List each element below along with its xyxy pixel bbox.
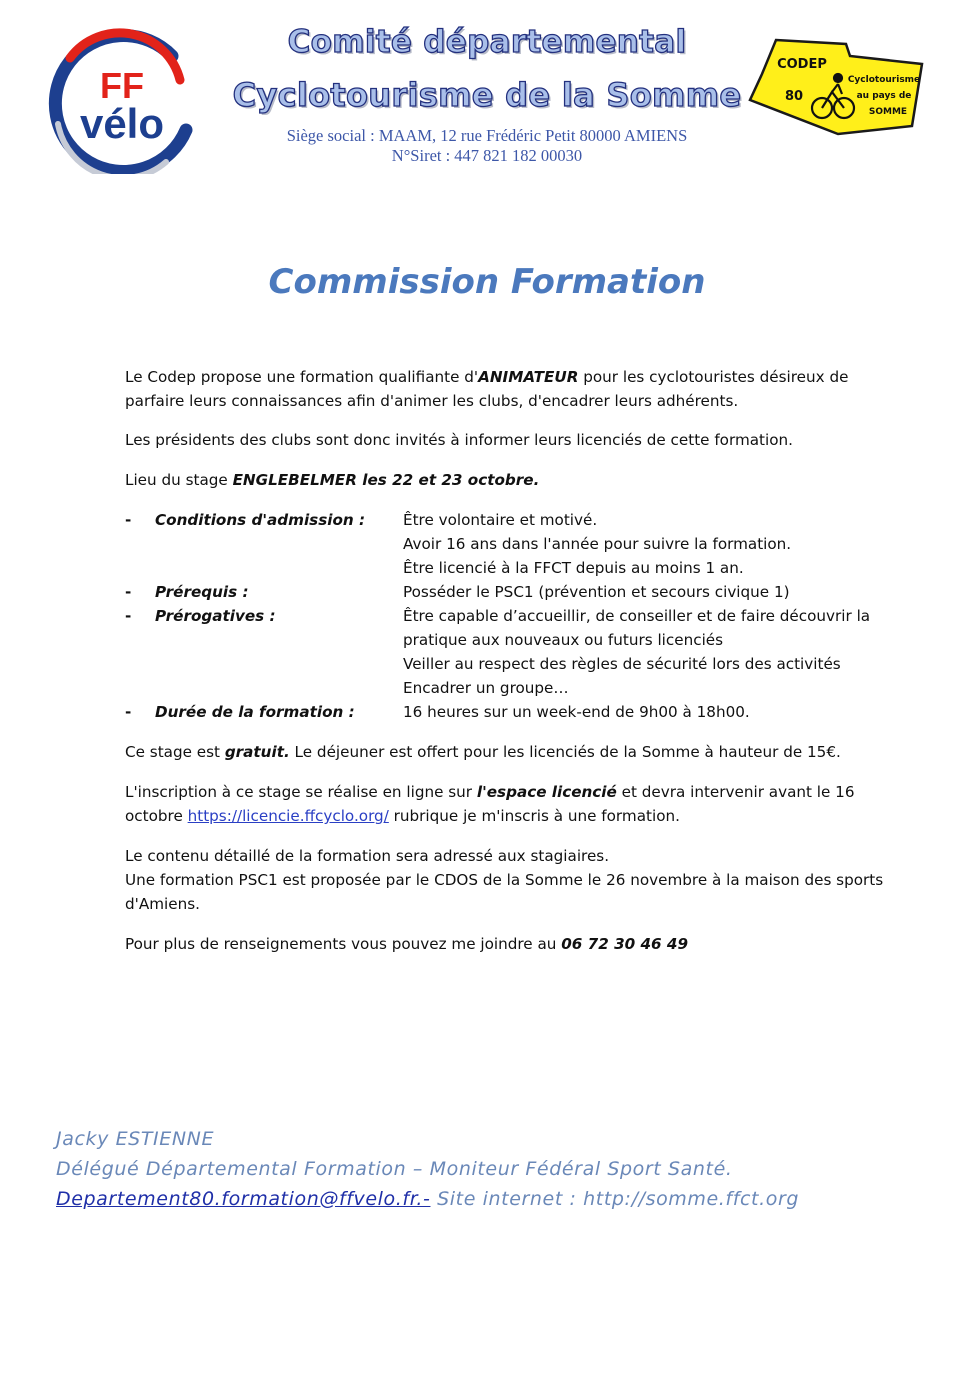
list-label: Prérogatives : xyxy=(155,607,276,625)
codep-logo-number: 80 xyxy=(784,89,804,104)
signature-role: Délégué Départemental Formation – Moniteur Fédéral Sport Santé. xyxy=(56,1158,733,1180)
codep-logo-line3: SOMME xyxy=(868,107,908,117)
location-label: Lieu du stage xyxy=(125,471,233,489)
signature-email-link[interactable]: Departement80.formation@ffvelo.fr.- xyxy=(56,1188,431,1210)
list-label: Conditions d'admission : xyxy=(155,511,366,529)
list-values xyxy=(403,580,883,604)
intro-emphasis: ANIMATEUR xyxy=(478,368,579,386)
signature-website: Site internet : http://somme.ffct.org xyxy=(430,1188,800,1210)
list-value: Posséder le PSC1 (prévention et secours civique 1) xyxy=(403,583,790,601)
cost-text-end: Le déjeuner est offert pour les licenciés de la Somme à hauteur de 15€. xyxy=(289,743,841,761)
list-dash: - xyxy=(125,607,132,625)
registration-text-middle: et devra intervenir avant le 16 octobre xyxy=(125,783,855,825)
org-name-line1: Comité départemental xyxy=(287,24,687,60)
codep-logo-line1: Cyclotourisme xyxy=(847,75,921,85)
cost-emphasis: gratuit. xyxy=(224,743,290,761)
paragraph-cost xyxy=(125,740,885,764)
list-item-duration xyxy=(125,700,885,724)
registration-text-start: L'inscription à ce stage se réalise en ligne sur xyxy=(125,783,477,801)
list-values xyxy=(403,508,883,580)
org-name-line2: Cyclotourisme de la Somme xyxy=(232,76,742,114)
org-siret: N°Siret : 447 821 182 00030 xyxy=(391,146,583,165)
intro-text-end: pour les cyclotouristes désireux de parfaire leurs connaissances afin d'animer les clubs, d'encadrer leurs adhérents. xyxy=(125,368,849,410)
contact-text: Pour plus de renseignements vous pouvez me joindre au xyxy=(125,935,562,953)
content-line1: Le contenu détaillé de la formation sera adressé aux stagiaires. xyxy=(125,847,610,865)
list-value: 16 heures sur un week-end de 9h00 à 18h00. xyxy=(403,703,750,721)
list-dash: - xyxy=(125,583,132,601)
list-value: Encadrer un groupe… xyxy=(403,679,569,697)
intro-text-start: Le Codep propose une formation qualifiante d' xyxy=(125,368,479,386)
contact-phone: 06 72 30 46 49 xyxy=(561,935,689,953)
codep-logo-line2: au pays de xyxy=(856,91,912,101)
list-item-prerogatives xyxy=(125,604,885,700)
list-item-prerequisites xyxy=(125,580,885,604)
list-value: Être licencié à la FFCT depuis au moins 1 an. xyxy=(403,559,744,577)
list-value: Veiller au respect des règles de sécurité lors des activités xyxy=(403,655,841,673)
list-dash: - xyxy=(125,703,132,721)
ffvelo-logo-line1: FF xyxy=(100,65,144,106)
registration-link[interactable]: https://licencie.ffcyclo.org/ xyxy=(187,807,389,825)
signature-contact xyxy=(56,1188,799,1210)
page-title: Commission Formation xyxy=(268,262,706,302)
paragraph-location xyxy=(125,468,885,492)
list-value: Avoir 16 ans dans l'année pour suivre la formation. xyxy=(403,535,792,553)
paragraph-contact xyxy=(125,932,885,956)
list-value: Être volontaire et motivé. xyxy=(403,511,598,529)
ffvelo-logo xyxy=(40,28,196,174)
content-line2: Une formation PSC1 est proposée par le CDOS de la Somme le 26 novembre à la maison des sports d'Amiens. xyxy=(125,871,884,913)
codep-logo-codep: CODEP xyxy=(777,57,827,72)
registration-text-end: rubrique je m'inscris à une formation. xyxy=(388,807,680,825)
codep-logo xyxy=(742,34,926,138)
cost-text-start: Ce stage est xyxy=(125,743,225,761)
ffvelo-logo-line2: vélo xyxy=(79,100,165,147)
org-address: Siège social : MAAM, 12 rue Frédéric Petit 80000 AMIENS xyxy=(286,126,688,145)
list-values xyxy=(403,700,883,724)
paragraph-registration xyxy=(125,780,885,828)
list-dash: - xyxy=(125,511,132,529)
registration-emphasis: l'espace licencié xyxy=(476,783,617,801)
signature-name: Jacky ESTIENNE xyxy=(56,1128,215,1150)
list-label: Durée de la formation : xyxy=(155,703,355,721)
paragraph-content xyxy=(125,844,885,916)
location-value: ENGLEBELMER les 22 et 23 octobre. xyxy=(232,471,540,489)
paragraph-intro xyxy=(125,365,885,413)
list-value: Être capable d’accueillir, de conseiller et de faire découvrir la pratique aux nouveaux ou futurs licenciés xyxy=(403,607,871,649)
list-item-conditions xyxy=(125,508,885,580)
list-values xyxy=(403,604,883,700)
list-label: Prérequis : xyxy=(155,583,249,601)
paragraph-presidents: Les présidents des clubs sont donc invités à informer leurs licenciés de cette formation. xyxy=(125,431,793,449)
